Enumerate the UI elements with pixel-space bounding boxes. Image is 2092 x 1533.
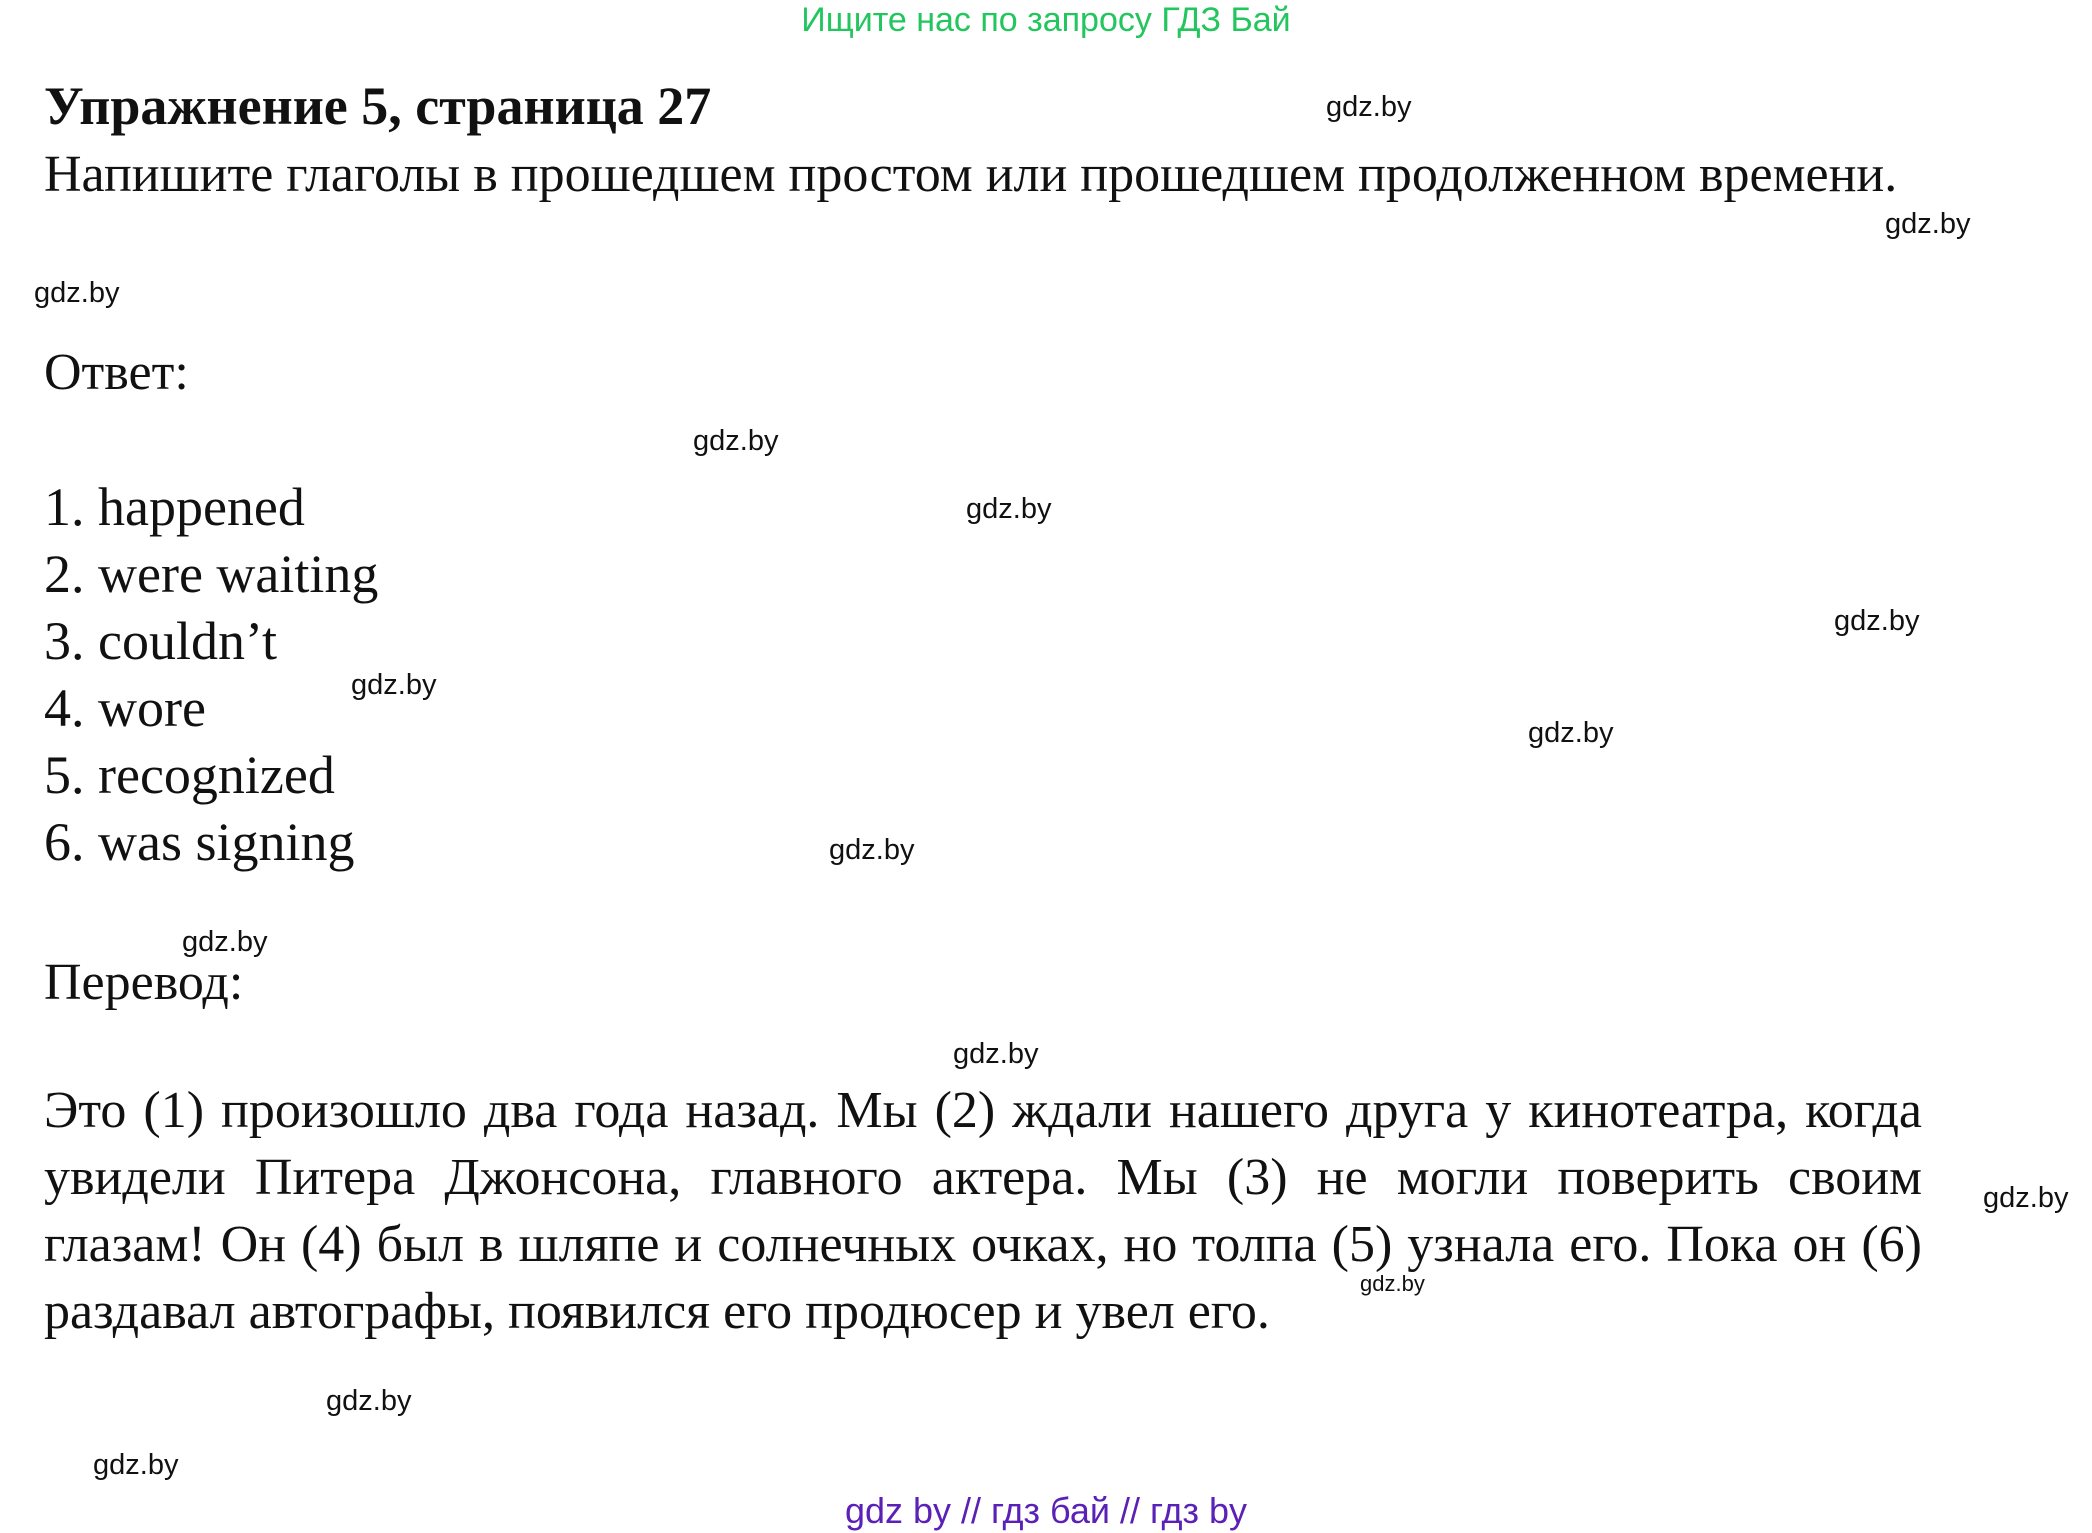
top-banner: Ищите нас по запросу ГДЗ Бай — [801, 1, 1291, 39]
watermark: gdz.by — [34, 277, 120, 309]
watermark: gdz.by — [1834, 605, 1920, 637]
watermark: gdz.by — [1528, 717, 1614, 749]
watermark: gdz.by — [829, 834, 915, 866]
watermark: gdz.by — [1326, 91, 1412, 123]
answer-item: 5. recognized — [44, 745, 335, 805]
watermark: gdz.by — [93, 1449, 179, 1481]
answer-item: 4. wore — [44, 678, 206, 738]
watermark: gdz.by — [326, 1385, 412, 1417]
translation-text: Это (1) произошло два года назад. Мы (2) ждали нашего друга у кинотеатра, когда увидели Питера Джонсона, главного актера. Мы (3) не могли поверить своим глазам! Он (4) был в шляпе и солнечных очках, но толпа (5) узнала его. Пока он (6) раздавал автографы, появился его продюсер и увел его. — [44, 1082, 1922, 1340]
answer-label: Ответ: — [44, 344, 189, 401]
watermark: gdz.by — [1983, 1182, 2069, 1214]
answer-item: 2. were waiting — [44, 544, 379, 604]
exercise-instruction: Напишите глаголы в прошедшем простом или прошедшем продолженном времени. — [44, 146, 1898, 203]
answer-item: 6. was signing — [44, 812, 355, 872]
watermark: gdz.by — [1885, 208, 1971, 240]
watermark: gdz.by — [693, 425, 779, 457]
exercise-title: Упражнение 5, страница 27 — [44, 76, 712, 136]
watermark: gdz.by — [966, 493, 1052, 525]
watermark: gdz.by — [1360, 1271, 1425, 1296]
watermark: gdz.by — [953, 1038, 1039, 1070]
answer-item: 3. couldn’t — [44, 611, 277, 671]
watermark: gdz.by — [351, 669, 437, 701]
footer-links: gdz by // гдз бай // гдз by — [844, 1490, 1248, 1531]
answer-item: 1. happened — [44, 477, 305, 537]
watermark: gdz.by — [182, 926, 268, 958]
translation-label: Перевод: — [44, 954, 244, 1011]
answer-list — [44, 474, 378, 876]
